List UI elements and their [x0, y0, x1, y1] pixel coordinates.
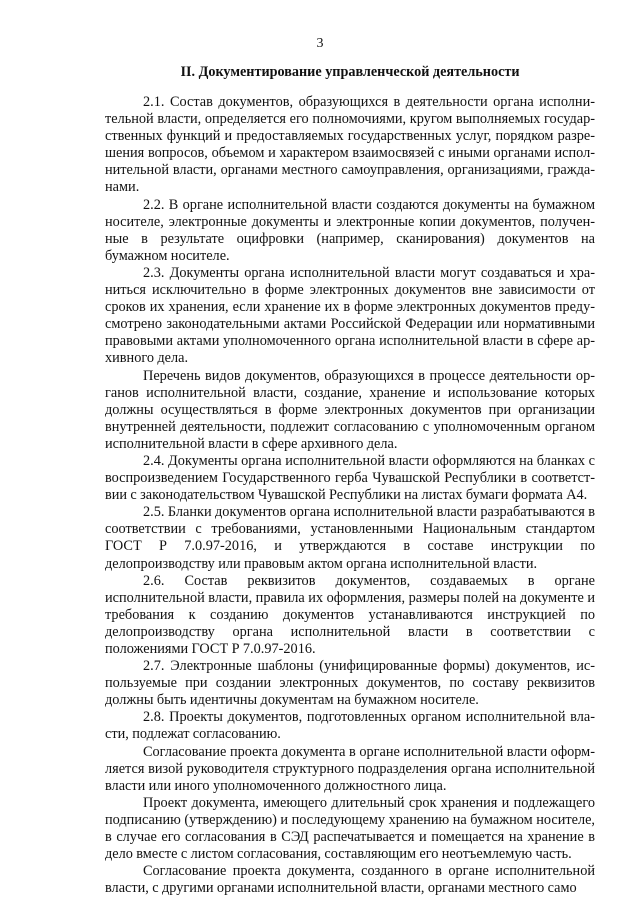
paragraph-2-2: 2.2. В органе исполнительной власти создаются документы на бумажном носителе, электронные документы и электронные копии документов, полученные в результате оцифровки (например, сканирования) документов на бумажном носителе. [105, 196, 595, 264]
page-number: 3 [316, 36, 324, 51]
paragraph-long-term-storage: Проект документа, имеющего длительный срок хранения и подлежащего подписанию (утверждению) и последующему хранению на бумажном носителе, в случае его согласования в СЭД распечатывается и помещается на хранение в дело вместе с листом согласования, составляющим его неотъемлемую часть. [105, 794, 595, 863]
paragraph-external-approval: Согласование проекта документа, созданного в органе исполнительной власти, с другими органами исполнительной власти, органами местного само [105, 863, 595, 897]
document-body [105, 94, 595, 897]
paragraph-2-7: 2.7. Электронные шаблоны (унифицированные формы) документов, используемые при создании электронных документов, по составу реквизитов должны быть идентичны документам на бумажном носителе. [105, 658, 595, 709]
paragraph-2-1: 2.1. Состав документов, образующихся в деятельности органа исполнительной власти, определяется его полномочиями, кругом выполняемых государственных функций и предоставляемых государственных услуг, порядком разрешения вопросов, объемом и характером взаимосвязей с иными органами исполнительной власти, органами местного самоуправления, организациями, гражданами. [105, 94, 595, 196]
paragraph-2-6: 2.6. Состав реквизитов документов, создаваемых в органе исполнительной власти, правила их оформления, размеры полей на документе и требования к созданию документов устанавливаются инструкцией по делопроизводству органа исполнительной власти в соответствии с положениями ГОСТ Р 7.0.97-2016. [105, 572, 595, 657]
paragraph-2-8: 2.8. Проекты документов, подготовленных органом исполнительной власти, подлежат согласованию. [105, 709, 595, 743]
paragraph-2-4: 2.4. Документы органа исполнительной власти оформляются на бланках с воспроизведением Государственного герба Чувашской Республики в соответствии с законодательством Чувашской Республики на листах бумаги формата А4. [105, 452, 595, 504]
section-title: II. Документирование управленческой деятельности [180, 64, 520, 80]
paragraph-document-types-list: Перечень видов документов, образующихся в процессе деятельности органов исполнительной власти, создание, хранение и использование которых должны осуществляться в форме электронных документов при организации внутренней деятельности, подлежит согласованию с уполномоченным органом исполнительной власти в сфере архивного дела. [105, 367, 595, 452]
paragraph-2-5: 2.5. Бланки документов органа исполнительной власти разрабатываются в соответствии с требованиями, установленными Национальным стандартом ГОСТ Р 7.0.97-2016, и утверждаются в составе инструкции по делопроизводству или правовым актом органа исполнительной власти. [105, 504, 595, 572]
paragraph-approval-visa: Согласование проекта документа в органе исполнительной власти оформляется визой руководителя структурного подразделения органа исполнительной власти или иного уполномоченного должностного лица. [105, 743, 595, 794]
paragraph-2-3: 2.3. Документы органа исполнительной власти могут создаваться и храниться исключительно в форме электронных документов вне зависимости от сроков их хранения, если хранение их в форме электронных документов предусмотрено законодательными актами Российской Федерации или нормативными правовыми актами уполномоченного органа исполнительной власти в сфере архивного дела. [105, 264, 595, 367]
